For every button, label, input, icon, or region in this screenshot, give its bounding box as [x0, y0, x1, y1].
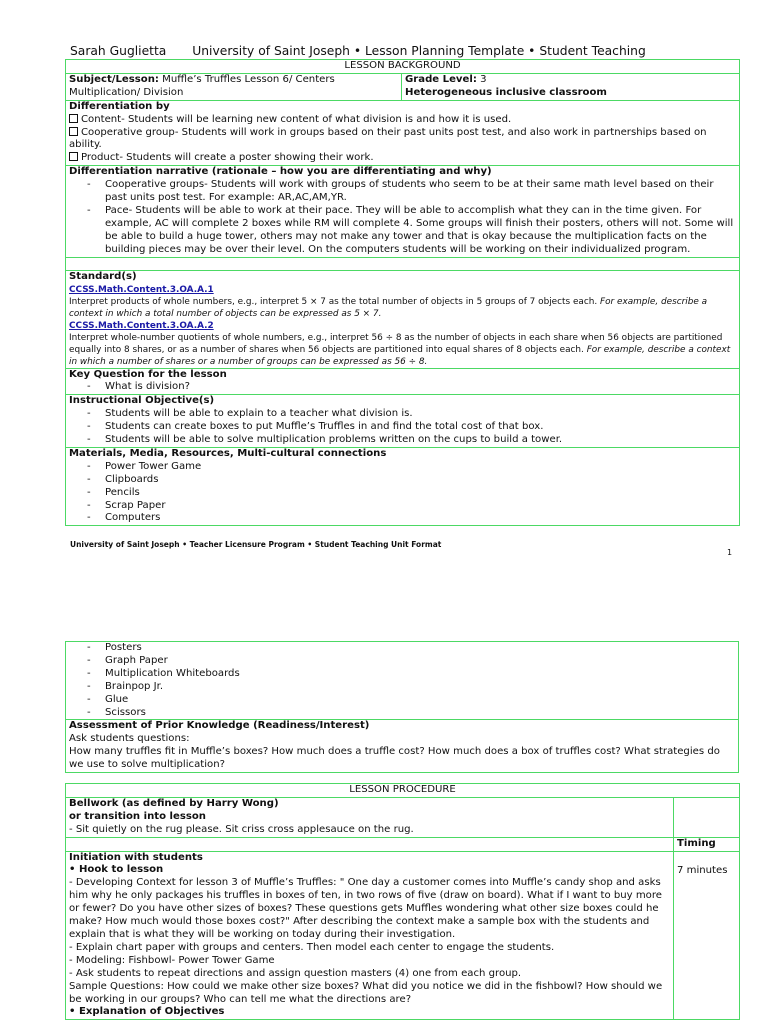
- bellwork-text: - Sit quietly on the rug please. Sit criss cross applesauce on the rug.: [69, 823, 414, 835]
- list-item: - Multiplication Whiteboards: [87, 668, 735, 681]
- initiation-title: Initiation with students: [69, 851, 203, 863]
- procedure-heading: LESSON PROCEDURE: [66, 784, 740, 798]
- assessment-line: Ask students questions:: [69, 733, 190, 745]
- lesson-procedure-table: [65, 783, 740, 1020]
- standard-example-1: For example, describe a context in which a total number of objects can be expressed as 5 × 7.: [69, 296, 708, 319]
- hook-timing: 7 minutes: [674, 851, 740, 1020]
- subject-label: Subject/Lesson:: [69, 73, 159, 85]
- list-item: - Pencils: [87, 487, 736, 500]
- standard-example-2: For example, describe a context in which a number of shares or a number of groups can be expressed as 56 ÷ 8.: [69, 344, 731, 367]
- list-item: - Clipboards: [87, 474, 736, 487]
- narrative-list: [69, 179, 736, 256]
- section-heading: LESSON BACKGROUND: [66, 60, 740, 74]
- hook-line: - Ask students to repeat directions and assign question masters (4) one from each group.: [69, 967, 522, 979]
- bellwork-title: Bellwork (as defined by Harry Wong): [69, 797, 279, 809]
- page-footer: University of Saint Joseph • Teacher Licensure Program • Student Teaching Unit Format: [70, 540, 442, 549]
- subject-line2: Multiplication/ Division: [69, 86, 184, 98]
- grade-value: 3: [476, 73, 487, 85]
- spacer-row: [66, 257, 740, 270]
- standards-heading: Standard(s): [69, 270, 137, 282]
- bellwork-cell: [66, 797, 674, 837]
- list-item: - Brainpop Jr.: [87, 681, 735, 694]
- initiation-cell: [66, 851, 674, 1020]
- bellwork-timing-cell: [674, 797, 740, 837]
- hook-line: - Modeling: Fishbowl- Power Tower Game: [69, 954, 275, 966]
- page-header: [70, 44, 750, 58]
- lesson-background-table: [65, 59, 740, 526]
- hook-line: - Developing Context for lesson 3 of Muffle’s Truffles: " One day a customer comes into Muffle’s candy shop and asks him why he only packages his truffles in boxes of ten, in two rows of five (draw on board). What if I want to buy more or fewer? Do you have other sizes of boxes? These questions gets Muffles wondering what other size boxes could he make? How much would those boxes cost?" After describing the context make a sample box with the students and explain that is what they will be working on today during their investigation.: [69, 877, 662, 940]
- list-item: - Scrap Paper: [87, 500, 736, 513]
- list-item: - Cooperative groups- Students will work with groups of students who seem to be at their same math level based on their past units post test. For example: AR,AC,AM,YR.: [87, 179, 736, 205]
- objectives-explanation-title: • Explanation of Objectives: [69, 1006, 225, 1018]
- standard-link-1[interactable]: CCSS.Math.Content.3.OA.A.1: [69, 284, 214, 295]
- document-title: University of Saint Joseph • Lesson Planning Template • Student Teaching: [192, 44, 646, 58]
- hook-line: - Explain chart paper with groups and centers. Then model each center to engage the students.: [69, 941, 555, 953]
- narrative-heading: Differentiation narrative (rationale – how you are differentiating and why): [69, 166, 492, 178]
- diff-item: Content- Students will be learning new content of what division is and how it is used.: [69, 114, 736, 127]
- subject-cell: [66, 73, 402, 100]
- key-question-cell: [66, 368, 740, 395]
- grade-label: Grade Level:: [405, 73, 477, 85]
- materials-heading: Materials, Media, Resources, Multi-cultural connections: [69, 447, 387, 459]
- standard-text-2: Interpret whole-number quotients of whole numbers, e.g., interpret 56 ÷ 8 as the number of objects in each share when 56 objects are partitioned equally into 8 shares, or as a number of shares when 56 objects are partitioned into equal shares of 8 objects each.: [69, 332, 723, 355]
- list-item: - Posters: [87, 642, 735, 655]
- assessment-heading: Assessment of Prior Knowledge (Readiness/Interest): [69, 720, 370, 732]
- key-question-heading: Key Question for the lesson: [69, 368, 227, 380]
- hook-title: • Hook to lesson: [69, 864, 164, 876]
- author-name: Sarah Guglietta: [70, 44, 167, 58]
- subject-value: Muffle’s Truffles Lesson 6/ Centers: [158, 73, 335, 85]
- diff-item: Product- Students will create a poster showing their work.: [69, 152, 736, 165]
- timing-spacer: [66, 837, 674, 851]
- materials-continued-cell: [66, 642, 739, 720]
- differentiation-heading: Differentiation by: [69, 100, 170, 112]
- standards-cell: [66, 270, 740, 368]
- narrative-cell: [66, 166, 740, 257]
- objectives-heading: Instructional Objective(s): [69, 395, 215, 407]
- list-item: - Scissors: [87, 707, 735, 720]
- list-item: - Power Tower Game: [87, 461, 736, 474]
- list-item: - Students can create boxes to put Muffle’s Truffles in and find the total cost of that box.: [87, 421, 736, 434]
- hook-line: Sample Questions: How could we make other size boxes? What did you notice we did in the fishbowl? How should we be working in our groups? Who can tell me what the directions are?: [69, 980, 663, 1005]
- list-item: - Glue: [87, 694, 735, 707]
- checkbox-icon: [69, 152, 78, 161]
- timing-header: Timing: [674, 837, 740, 851]
- assessment-cell: [66, 720, 739, 773]
- objectives-cell: [66, 395, 740, 448]
- list-item: - What is division?: [87, 381, 736, 394]
- differentiation-cell: [66, 100, 740, 166]
- list-item: - Pace- Students will be able to work at their pace. They will be able to accomplish what they can in the time given. For example, AC will complete 2 boxes while RM will complete 4. Some groups will finish their posters, others will not. Some will be able to build a huge tower, others may not make any tower and that is okay because the multiplication facts on the building pieces may be over their level. On the computers students will be working on their individualized program.: [87, 205, 736, 257]
- checkbox-icon: [69, 127, 78, 136]
- page-number: 1: [727, 548, 733, 557]
- standard-link-2[interactable]: CCSS.Math.Content.3.OA.A.2: [69, 320, 214, 331]
- classroom-type: Heterogeneous inclusive classroom: [405, 86, 607, 98]
- list-item: - Students will be able to explain to a teacher what division is.: [87, 408, 736, 421]
- grade-cell: [402, 73, 740, 100]
- standard-text-1: Interpret products of whole numbers, e.g., interpret 5 × 7 as the total number of objects in 5 groups of 7 objects each.: [69, 296, 600, 307]
- list-item: - Computers: [87, 512, 736, 525]
- materials-cell: [66, 447, 740, 525]
- assessment-questions: How many truffles fit in Muffle’s boxes? How much does a truffle cost? How much does a box of truffles cost? What strategies do we use to solve multiplication?: [69, 746, 720, 771]
- checkbox-icon: [69, 114, 78, 123]
- diff-item: Cooperative group- Students will work in groups based on their past units post test, and also work in partnerships based on ability.: [69, 126, 707, 151]
- list-item: - Students will be able to solve multiplication problems written on the cups to build a tower.: [87, 434, 736, 447]
- list-item: - Graph Paper: [87, 655, 735, 668]
- lesson-background-continued-table: [65, 641, 739, 773]
- bellwork-subtitle: or transition into lesson: [69, 810, 206, 822]
